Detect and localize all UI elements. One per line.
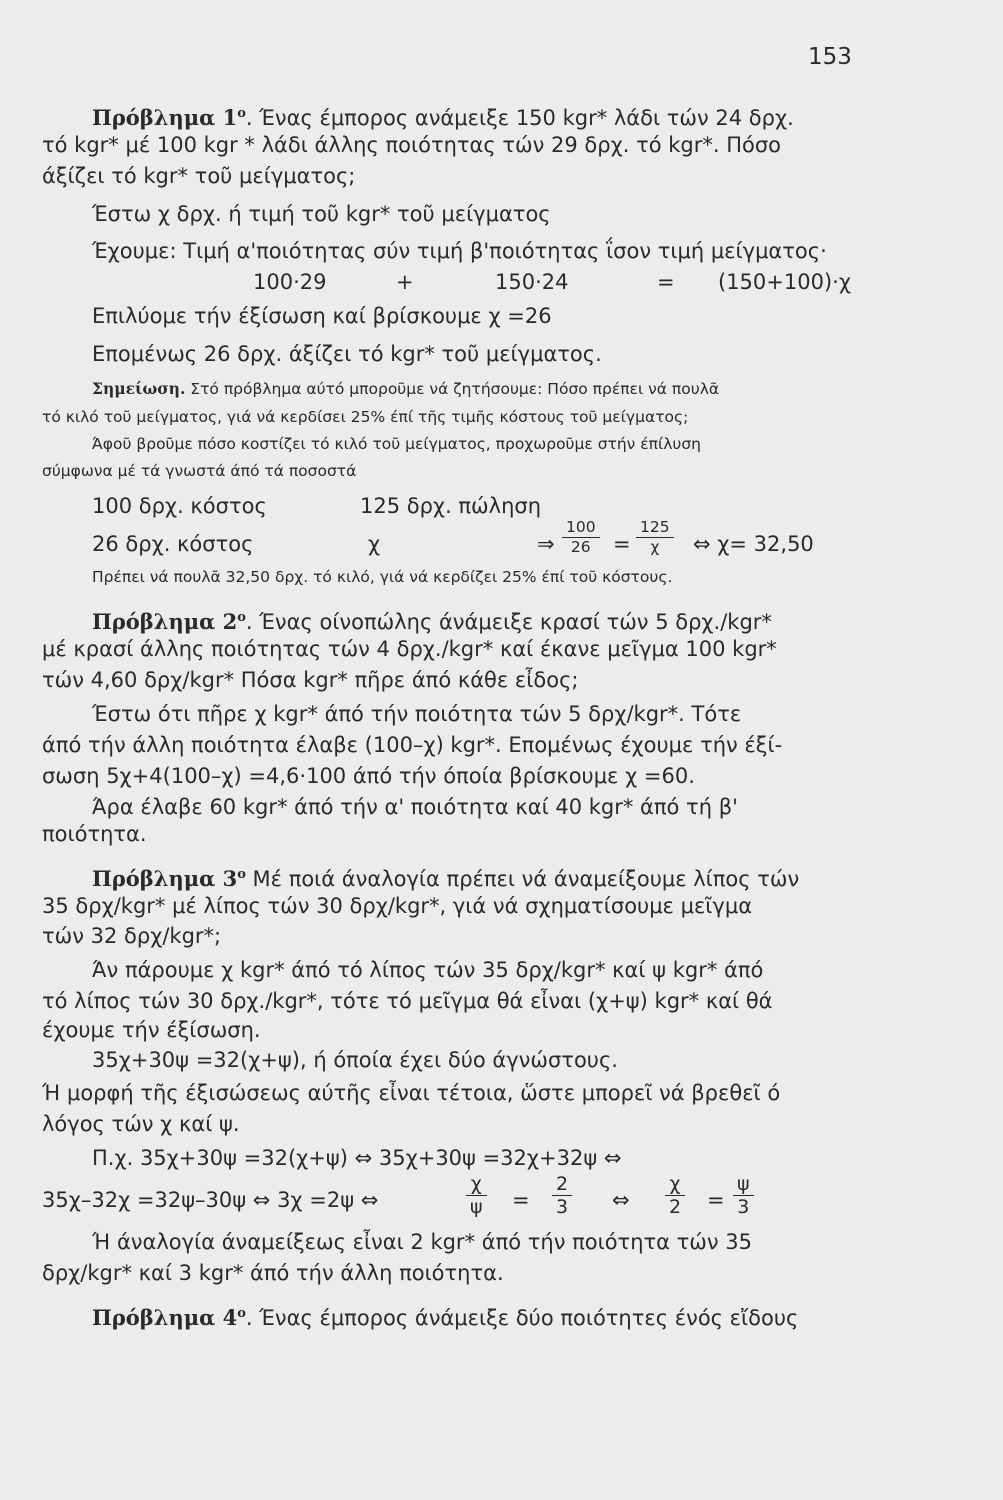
problem1-line4: Έστω χ δρχ. ή τιμή τοῦ kgr* τοῦ μείγματος (92, 202, 551, 226)
problem2-line7: Άρα έλαβε 60 kgr* άπό τήν α' ποιότητα καί 40 kgr* άπό τή β' (92, 795, 738, 819)
note-line1 (92, 378, 719, 400)
note-result: ⇔ χ= 32,50 (693, 532, 814, 556)
ratio-fraction-c-num: χ (665, 1173, 685, 1196)
note-row1-sale: 125 δρχ. πώληση (360, 494, 542, 518)
ratio-fraction-d-den: 3 (737, 1196, 750, 1218)
problem3-sup: ο (237, 867, 246, 882)
note-fraction-1 (562, 518, 600, 557)
ratio-fraction-a-den: ψ (470, 1196, 483, 1218)
note-fraction-2-den: χ (650, 538, 660, 556)
problem2-heading: Πρόβλημα 2 (92, 609, 238, 634)
ratio-eq-2: = (707, 1188, 725, 1212)
problem3-text: Μέ ποιά άναλογία πρέπει νά άναμείξουμε λίπος τών (245, 867, 800, 891)
problem3-line13: δρχ/kgr* καί 3 kgr* άπό τήν άλλη ποιότητα. (42, 1261, 504, 1285)
problem2-line4: Έστω ότι πῆρε χ kgr* άπό τήν ποιότητα τών 5 δρχ/kgr*. Τότε (92, 702, 742, 726)
problem3-line8: Ή μορφή τῆς έξισώσεως αύτῆς εἶναι τέτοια, ὥστε μπορεῖ νά βρεθεῖ ό (42, 1081, 781, 1105)
note-fraction-2 (636, 518, 674, 557)
problem2-line8: ποιότητα. (42, 822, 147, 846)
ratio-fraction-c-den: 2 (669, 1196, 682, 1218)
note-row2-cost: 26 δρχ. κόστος (92, 532, 254, 556)
eq-equals: = (657, 270, 675, 294)
problem3-line6: έχουμε τήν έξίσωση. (42, 1018, 261, 1042)
ratio-fraction-d (733, 1173, 754, 1218)
ratio-fraction-a-num: χ (466, 1173, 487, 1196)
problem3-line11: 35χ–32χ =32ψ–30ψ ⇔ 3χ =2ψ ⇔ (42, 1188, 379, 1212)
ratio-fraction-d-num: ψ (733, 1173, 754, 1196)
note-fraction-1-num: 100 (562, 518, 600, 538)
problem3-line12: Ή άναλογία άναμείξεως εἶναι 2 kgr* άπό τήν ποιότητα τών 35 (92, 1230, 753, 1254)
ratio-fraction-b (552, 1173, 572, 1218)
problem4-heading: Πρόβλημα 4 (92, 1305, 238, 1330)
problem3-line4: Άν πάρουμε χ kgr* άπό τό λίπος τών 35 δρχ/kgr* καί ψ kgr* άπό (92, 958, 764, 982)
note-line2: τό κιλό τοῦ μείγματος, γιά νά κερδίσει 25% έπί τῆς τιμῆς κόστους τοῦ μείγματος; (42, 408, 689, 426)
ratio-iff: ⇔ (612, 1188, 630, 1212)
note-row1-cost: 100 δρχ. κόστος (92, 494, 267, 518)
problem3-line10: Π.χ. 35χ+30ψ =32(χ+ψ) ⇔ 35χ+30ψ =32χ+32ψ ⇔ (92, 1146, 622, 1170)
eq-term-3: (150+100)·χ (718, 270, 851, 294)
problem2-line2: μέ κρασί άλλης ποιότητας τών 4 δρχ./kgr* καί έκανε μεῖγμα 100 kgr* (42, 637, 777, 661)
problem3-line3: τών 32 δρχ/kgr*; (42, 924, 222, 948)
problem1-heading: Πρόβλημα 1 (92, 105, 238, 130)
problem2-sup: ο (237, 610, 246, 625)
eq-term-2: 150·24 (495, 270, 569, 294)
note-line3: Άφοῦ βροῦμε πόσο κοστίζει τό κιλό τοῦ μείγματος, προχωροῦμε στήν έπίλυση (92, 435, 702, 453)
problem3-line1 (92, 861, 799, 893)
problem4-sup: ο (237, 1306, 246, 1321)
problem3-heading: Πρόβλημα 3 (92, 866, 238, 891)
note-text: Στό πρόβλημα αύτό μποροῦμε νά ζητήσουμε: Πόσο πρέπει νά πουλᾶ (185, 380, 720, 398)
note-eq: = (613, 532, 631, 556)
eq-term-1: 100·29 (253, 270, 327, 294)
problem2-text: . Ένας οίνοπώλης άνάμειξε κρασί τών 5 δρχ./kgr* (245, 610, 772, 634)
ratio-fraction-b-num: 2 (552, 1173, 572, 1196)
problem3-line2: 35 δρχ/kgr* μέ λίπος τών 30 δρχ/kgr*, γιά νά σχηματίσουμε μεῖγμα (42, 894, 753, 918)
problem4-line1 (92, 1300, 798, 1332)
ratio-fraction-a (466, 1173, 487, 1218)
note-line5: Πρέπει νά πουλᾶ 32,50 δρχ. τό κιλό, γιά νά κερδίζει 25% έπί τοῦ κόστους. (92, 568, 673, 586)
ratio-eq-1: = (512, 1188, 530, 1212)
problem1-line3: άξίζει τό kgr* τοῦ μείγματος; (42, 164, 356, 188)
problem1-line2: τό kgr* μέ 100 kgr * λάδι άλλης ποιότητας τών 29 δρχ. τό kgr*. Πόσο (42, 133, 782, 157)
ratio-fraction-c (665, 1173, 685, 1218)
problem1-line1 (92, 100, 794, 132)
problem2-line5: άπό τήν άλλη ποιότητα έλαβε (100–χ) kgr*. Επομένως έχουμε τήν έξί- (42, 733, 783, 757)
page-number: 153 (808, 44, 852, 70)
problem1-text: . Ένας έμπορος ανάμειξε 150 kgr* λάδι τών 24 δρχ. (245, 106, 794, 130)
eq-plus: + (396, 270, 414, 294)
ratio-fraction-b-den: 3 (556, 1196, 569, 1218)
note-label: Σημείωση. (92, 379, 186, 398)
problem2-line6: σωση 5χ+4(100–χ) =4,6·100 άπό τήν όποία βρίσκουμε χ =60. (42, 764, 695, 788)
problem2-line3: τών 4,60 δρχ/kgr* Πόσα kgr* πῆρε άπό κάθε εἶδος; (42, 668, 579, 692)
problem3-line7: 35χ+30ψ =32(χ+ψ), ή όποία έχει δύο άγνώστους. (92, 1048, 618, 1072)
problem3-line9: λόγος τών χ καί ψ. (42, 1112, 240, 1136)
note-line4: σύμφωνα μέ τά γνωστά άπό τά ποσοστά (42, 462, 357, 480)
problem3-line5: τό λίπος τών 30 δρχ./kgr*, τότε τό μεῖγμα θά εἶναι (χ+ψ) kgr* καί θά (42, 989, 773, 1013)
note-implies: ⇒ (537, 532, 555, 556)
problem1-line7: Επομένως 26 δρχ. άξίζει τό kgr* τοῦ μείγματος. (92, 342, 602, 366)
note-fraction-2-num: 125 (636, 518, 674, 538)
problem2-line1 (92, 604, 772, 636)
problem1-line5: Έχουμε: Τιμή α'ποιότητας σύν τιμή β'ποιότητας ΐσον τιμή μείγματος· (92, 239, 827, 263)
problem1-line6: Επιλύομε τήν έξίσωση καί βρίσκουμε χ =26 (92, 304, 552, 328)
problem4-text: . Ένας έμπορος άνάμειξε δύο ποιότητες ένός εἴδους (245, 1306, 799, 1330)
note-row2-x: χ (368, 532, 381, 556)
problem1-sup: ο (237, 106, 246, 121)
note-fraction-1-den: 26 (570, 538, 591, 556)
